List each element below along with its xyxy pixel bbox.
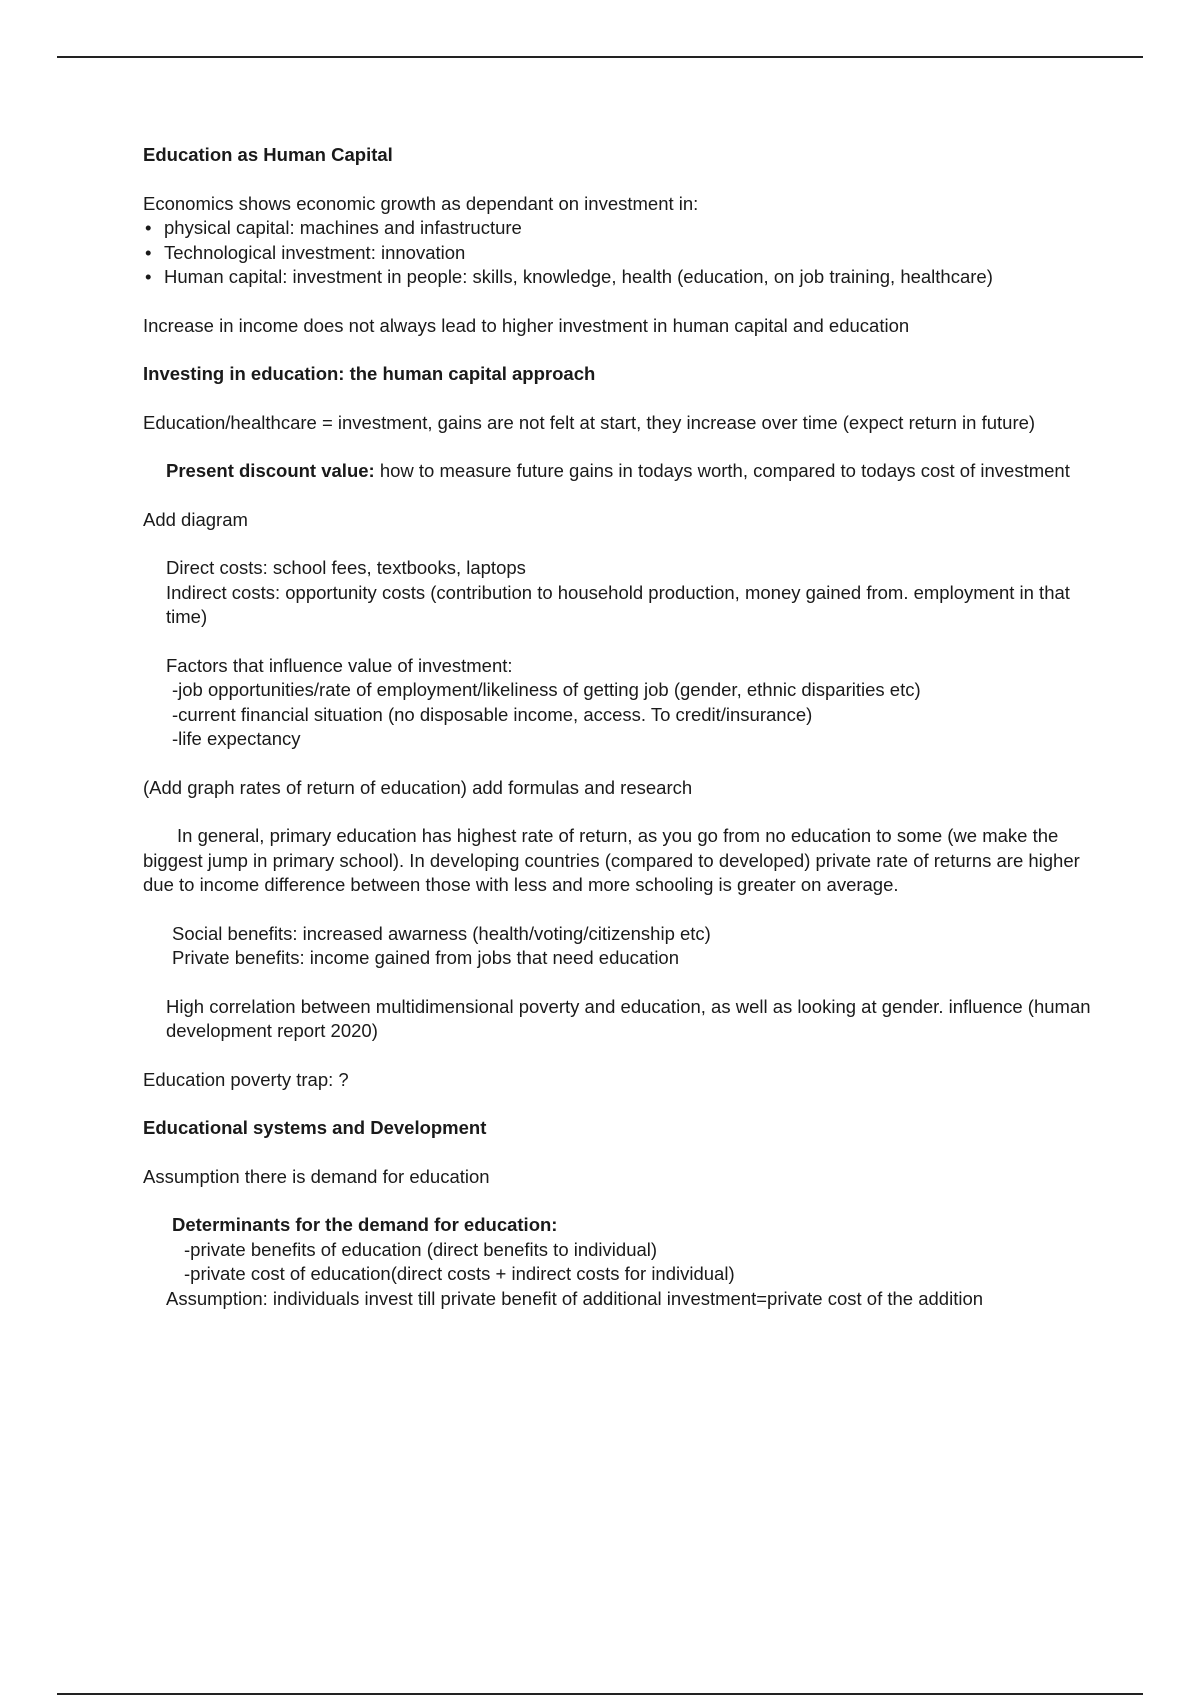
section-heading-human-capital: Education as Human Capital [143,144,393,165]
list-item: • physical capital: machines and infastructure [143,216,1103,241]
list-item: -job opportunities/rate of employment/likeliness of getting job (gender, ethnic disparities etc) [172,679,921,700]
pdv-term: Present discount value: [166,460,375,481]
list-item: • Technological investment: innovation [143,241,1103,266]
intro-text: Economics shows economic growth as dependant on investment in: [143,192,699,214]
bottom-rule [57,1693,1143,1695]
direct-costs: Direct costs: school fees, textbooks, laptops [166,557,526,578]
list-item: -current financial situation (no disposable income, access. To credit/insurance) [172,703,813,725]
list-item: • Human capital: investment in people: skills, knowledge, health (education, on job training, healthcare) [143,265,1103,290]
pdv-text: how to measure future gains in todays worth, compared to todays cost of investment [374,460,1070,481]
top-rule [57,56,1143,58]
list-item: -life expectancy [172,728,301,749]
assumption-invest: Assumption: individuals invest till private benefit of additional investment=private cost of the addition [166,1287,984,1309]
general-rate-of-return-paragraph: In general, primary education has highest rate of return, as you go from no education to some (we make the biggest jump in primary school). In developing countries (compared to developed) private rate of returns are higher due to income difference between those with less and more schooling is greater on average. [143,825,1080,895]
assumption-demand: Assumption there is demand for education [143,1165,490,1187]
add-diagram-note: Add diagram [143,508,248,530]
page-content [143,143,1103,1311]
section-heading-educational-systems: Educational systems and Development [143,1117,487,1138]
list-item: -private cost of education(direct costs + indirect costs for individual) [184,1263,735,1284]
add-graph-note: (Add graph rates of return of education) add formulas and research [143,776,693,798]
present-discount-value-paragraph [143,459,1103,484]
indirect-costs: Indirect costs: opportunity costs (contribution to household production, money gained from. employment in that time) [166,581,1070,627]
income-note: Increase in income does not always lead to higher investment in human capital and education [143,314,910,336]
section-heading-investing: Investing in education: the human capital approach [143,363,596,384]
investment-bullet-list [143,216,1103,290]
poverty-trap-note: Education poverty trap: ? [143,1068,349,1090]
list-item: -private benefits of education (direct benefits to individual) [184,1238,658,1260]
correlation-paragraph: High correlation between multidimensional poverty and education, as well as looking at gender. influence (human development report 2020) [166,995,1091,1041]
determinants-title: Determinants for the demand for education: [172,1214,558,1235]
private-benefits: Private benefits: income gained from jobs that need education [172,947,680,968]
factors-title: Factors that influence value of investment: [166,654,513,676]
social-benefits: Social benefits: increased awarness (health/voting/citizenship etc) [172,922,711,944]
investment-paragraph: Education/healthcare = investment, gains are not felt at start, they increase over time (expect return in future) [143,411,1036,433]
